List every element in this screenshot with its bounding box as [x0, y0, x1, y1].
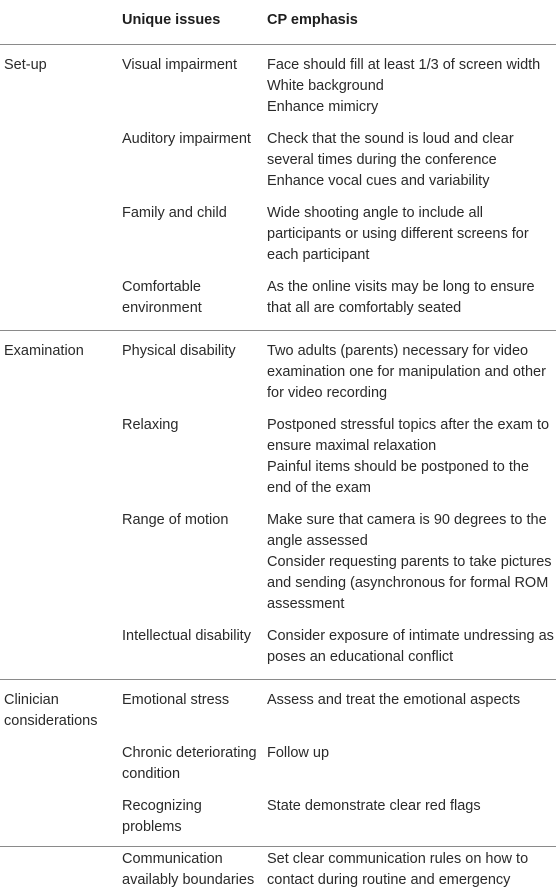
unique-issue-cell: Intellectual disability [120, 626, 265, 680]
table-bottom-rule [0, 846, 556, 847]
table-row [0, 849, 556, 895]
cp-emphasis-cell [265, 796, 556, 849]
cp-emphasis-line: Painful items should be postponed to the end of the exam [267, 457, 554, 499]
unique-issue-cell: Emotional stress [120, 680, 265, 744]
cp-emphasis-cell [265, 129, 556, 203]
category-cell [0, 626, 120, 680]
unique-issue-cell: Communication availably boundaries [120, 849, 265, 895]
category-cell: Examination [0, 331, 120, 416]
cp-emphasis-line: Assess and treat the emotional aspects [267, 690, 554, 711]
unique-issue-cell: Recognizing problems [120, 796, 265, 849]
cp-emphasis-line: Consider requesting parents to take pictures and sending (asynchronous for formal ROM assessment [267, 552, 554, 615]
category-cell: Set-up [0, 45, 120, 130]
category-cell [0, 203, 120, 277]
cp-emphasis-cell [265, 203, 556, 277]
table-row [0, 277, 556, 331]
unique-issue-cell: Auditory impairment [120, 129, 265, 203]
table-header [0, 0, 556, 45]
unique-issue-cell: Comfortable environment [120, 277, 265, 331]
cp-emphasis-line: Check that the sound is loud and clear several times during the conference [267, 129, 554, 171]
cp-emphasis-cell [265, 849, 556, 895]
cp-emphasis-cell [265, 45, 556, 130]
cp-emphasis-cell [265, 626, 556, 680]
cp-emphasis-cell [265, 680, 556, 744]
category-cell [0, 415, 120, 510]
header-row [0, 0, 556, 45]
cp-emphasis-line: Wide shooting angle to include all participants or using different screens for each participant [267, 203, 554, 266]
cp-emphasis-cell [265, 331, 556, 416]
cp-emphasis-line: Face should fill at least 1/3 of screen width [267, 55, 554, 76]
category-cell [0, 849, 120, 895]
cp-emphasis-line: Make sure that camera is 90 degrees to the angle assessed [267, 510, 554, 552]
table-row [0, 331, 556, 416]
cp-emphasis-cell [265, 415, 556, 510]
category-cell [0, 129, 120, 203]
table-body [0, 45, 556, 895]
unique-issue-cell: Relaxing [120, 415, 265, 510]
cp-emphasis-line: Postponed stressful topics after the exam to ensure maximal relaxation [267, 415, 554, 457]
cp-emphasis-cell [265, 743, 556, 796]
header-cp-emphasis: CP emphasis [265, 0, 556, 45]
category-cell: Clinician considerations [0, 680, 120, 744]
unique-issue-cell: Range of motion [120, 510, 265, 626]
category-cell [0, 277, 120, 331]
cp-emphasis-line: Enhance vocal cues and variability [267, 171, 554, 192]
table-row [0, 626, 556, 680]
header-category [0, 0, 120, 45]
category-cell [0, 510, 120, 626]
unique-issue-cell: Family and child [120, 203, 265, 277]
cp-emphasis-line: Two adults (parents) necessary for video examination one for manipulation and other for video recording [267, 341, 554, 404]
table-row [0, 203, 556, 277]
cp-emphasis-cell [265, 510, 556, 626]
cp-emphasis-line: Enhance mimicry [267, 97, 554, 118]
table-row [0, 510, 556, 626]
table-row [0, 680, 556, 744]
unique-issue-cell: Visual impairment [120, 45, 265, 130]
unique-issue-cell: Physical disability [120, 331, 265, 416]
cp-emphasis-line: Set clear communication rules on how to contact during routine and emergency [267, 849, 554, 891]
cp-emphasis-line: Follow up [267, 743, 554, 764]
cp-emphasis-line: White background [267, 76, 554, 97]
unique-issue-cell: Chronic deteriorating condition [120, 743, 265, 796]
cp-emphasis-cell [265, 277, 556, 331]
table-row [0, 45, 556, 130]
table-row [0, 796, 556, 849]
header-unique-issues: Unique issues [120, 0, 265, 45]
category-cell [0, 743, 120, 796]
cp-emphasis-line: State demonstrate clear red flags [267, 796, 554, 817]
category-cell [0, 796, 120, 849]
table-row [0, 415, 556, 510]
cp-emphasis-line: As the online visits may be long to ensure that all are comfortably seated [267, 277, 554, 319]
cp-emphasis-line: Consider exposure of intimate undressing as poses an educational conflict [267, 626, 554, 668]
table-row [0, 743, 556, 796]
table-row [0, 129, 556, 203]
